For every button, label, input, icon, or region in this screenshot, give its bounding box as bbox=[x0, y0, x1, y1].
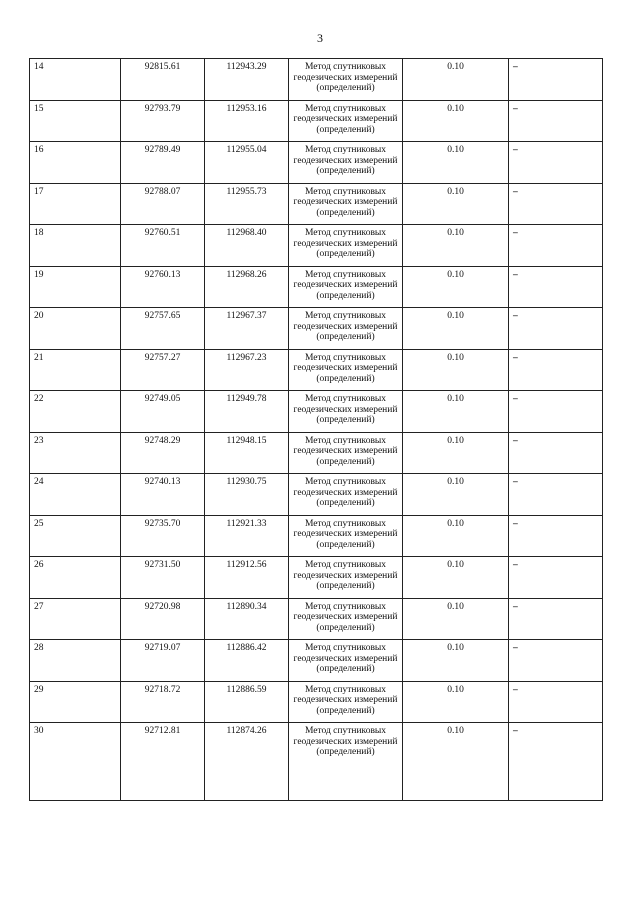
point-number-cell: 28 bbox=[30, 640, 121, 682]
table-row bbox=[30, 391, 603, 433]
y-coordinate-cell: 112955.04 bbox=[205, 142, 289, 184]
y-coordinate-cell: 112886.42 bbox=[205, 640, 289, 682]
method-cell: Метод спутниковых геодезических измерений (определений) bbox=[289, 557, 403, 599]
x-coordinate-cell: 92718.72 bbox=[121, 681, 205, 723]
x-coordinate-cell: 92788.07 bbox=[121, 183, 205, 225]
note-cell: – bbox=[509, 557, 603, 599]
x-coordinate-cell: 92712.81 bbox=[121, 723, 205, 801]
accuracy-cell: 0.10 bbox=[403, 100, 509, 142]
note-cell: – bbox=[509, 225, 603, 267]
y-coordinate-cell: 112886.59 bbox=[205, 681, 289, 723]
x-coordinate-cell: 92720.98 bbox=[121, 598, 205, 640]
x-coordinate-cell: 92760.13 bbox=[121, 266, 205, 308]
note-cell: – bbox=[509, 59, 603, 101]
note-cell: – bbox=[509, 515, 603, 557]
note-cell: – bbox=[509, 100, 603, 142]
point-number-cell: 21 bbox=[30, 349, 121, 391]
accuracy-cell: 0.10 bbox=[403, 432, 509, 474]
x-coordinate-cell: 92793.79 bbox=[121, 100, 205, 142]
y-coordinate-cell: 112953.16 bbox=[205, 100, 289, 142]
table-row bbox=[30, 349, 603, 391]
point-number-cell: 23 bbox=[30, 432, 121, 474]
method-cell: Метод спутниковых геодезических измерений (определений) bbox=[289, 59, 403, 101]
method-cell: Метод спутниковых геодезических измерений (определений) bbox=[289, 640, 403, 682]
method-cell: Метод спутниковых геодезических измерений (определений) bbox=[289, 515, 403, 557]
accuracy-cell: 0.10 bbox=[403, 557, 509, 599]
accuracy-cell: 0.10 bbox=[403, 391, 509, 433]
method-cell: Метод спутниковых геодезических измерений (определений) bbox=[289, 100, 403, 142]
page-number: 3 bbox=[317, 31, 323, 45]
point-number-cell: 16 bbox=[30, 142, 121, 184]
point-number-cell: 18 bbox=[30, 225, 121, 267]
accuracy-cell: 0.10 bbox=[403, 225, 509, 267]
x-coordinate-cell: 92731.50 bbox=[121, 557, 205, 599]
point-number-cell: 26 bbox=[30, 557, 121, 599]
note-cell: – bbox=[509, 640, 603, 682]
table-row bbox=[30, 142, 603, 184]
method-cell: Метод спутниковых геодезических измерений (определений) bbox=[289, 142, 403, 184]
y-coordinate-cell: 112890.34 bbox=[205, 598, 289, 640]
table-row bbox=[30, 598, 603, 640]
accuracy-cell: 0.10 bbox=[403, 183, 509, 225]
note-cell: – bbox=[509, 183, 603, 225]
accuracy-cell: 0.10 bbox=[403, 266, 509, 308]
note-cell: – bbox=[509, 723, 603, 801]
table-row bbox=[30, 266, 603, 308]
table-row bbox=[30, 59, 603, 101]
method-cell: Метод спутниковых геодезических измерений (определений) bbox=[289, 225, 403, 267]
x-coordinate-cell: 92719.07 bbox=[121, 640, 205, 682]
point-number-cell: 15 bbox=[30, 100, 121, 142]
point-number-cell: 14 bbox=[30, 59, 121, 101]
note-cell: – bbox=[509, 266, 603, 308]
accuracy-cell: 0.10 bbox=[403, 474, 509, 516]
method-cell: Метод спутниковых геодезических измерений (определений) bbox=[289, 432, 403, 474]
method-cell: Метод спутниковых геодезических измерений (определений) bbox=[289, 474, 403, 516]
table-row bbox=[30, 640, 603, 682]
y-coordinate-cell: 112912.56 bbox=[205, 557, 289, 599]
x-coordinate-cell: 92815.61 bbox=[121, 59, 205, 101]
y-coordinate-cell: 112874.26 bbox=[205, 723, 289, 801]
x-coordinate-cell: 92749.05 bbox=[121, 391, 205, 433]
y-coordinate-cell: 112943.29 bbox=[205, 59, 289, 101]
method-cell: Метод спутниковых геодезических измерений (определений) bbox=[289, 308, 403, 350]
table-row bbox=[30, 100, 603, 142]
accuracy-cell: 0.10 bbox=[403, 142, 509, 184]
note-cell: – bbox=[509, 598, 603, 640]
x-coordinate-cell: 92748.29 bbox=[121, 432, 205, 474]
x-coordinate-cell: 92757.65 bbox=[121, 308, 205, 350]
note-cell: – bbox=[509, 142, 603, 184]
accuracy-cell: 0.10 bbox=[403, 308, 509, 350]
accuracy-cell: 0.10 bbox=[403, 59, 509, 101]
method-cell: Метод спутниковых геодезических измерений (определений) bbox=[289, 266, 403, 308]
table-row bbox=[30, 432, 603, 474]
method-cell: Метод спутниковых геодезических измерений (определений) bbox=[289, 681, 403, 723]
x-coordinate-cell: 92789.49 bbox=[121, 142, 205, 184]
table-row bbox=[30, 681, 603, 723]
point-number-cell: 22 bbox=[30, 391, 121, 433]
coordinates-table-body bbox=[30, 59, 603, 801]
note-cell: – bbox=[509, 681, 603, 723]
y-coordinate-cell: 112967.23 bbox=[205, 349, 289, 391]
table-row bbox=[30, 308, 603, 350]
point-number-cell: 20 bbox=[30, 308, 121, 350]
x-coordinate-cell: 92735.70 bbox=[121, 515, 205, 557]
x-coordinate-cell: 92757.27 bbox=[121, 349, 205, 391]
accuracy-cell: 0.10 bbox=[403, 681, 509, 723]
accuracy-cell: 0.10 bbox=[403, 723, 509, 801]
accuracy-cell: 0.10 bbox=[403, 515, 509, 557]
note-cell: – bbox=[509, 391, 603, 433]
y-coordinate-cell: 112921.33 bbox=[205, 515, 289, 557]
coordinates-table bbox=[29, 58, 603, 801]
y-coordinate-cell: 112949.78 bbox=[205, 391, 289, 433]
point-number-cell: 30 bbox=[30, 723, 121, 801]
x-coordinate-cell: 92760.51 bbox=[121, 225, 205, 267]
table-row bbox=[30, 474, 603, 516]
table-row bbox=[30, 723, 603, 801]
point-number-cell: 19 bbox=[30, 266, 121, 308]
y-coordinate-cell: 112955.73 bbox=[205, 183, 289, 225]
note-cell: – bbox=[509, 474, 603, 516]
point-number-cell: 25 bbox=[30, 515, 121, 557]
accuracy-cell: 0.10 bbox=[403, 640, 509, 682]
method-cell: Метод спутниковых геодезических измерений (определений) bbox=[289, 349, 403, 391]
note-cell: – bbox=[509, 349, 603, 391]
note-cell: – bbox=[509, 308, 603, 350]
y-coordinate-cell: 112930.75 bbox=[205, 474, 289, 516]
point-number-cell: 29 bbox=[30, 681, 121, 723]
point-number-cell: 24 bbox=[30, 474, 121, 516]
point-number-cell: 17 bbox=[30, 183, 121, 225]
accuracy-cell: 0.10 bbox=[403, 349, 509, 391]
y-coordinate-cell: 112968.26 bbox=[205, 266, 289, 308]
method-cell: Метод спутниковых геодезических измерений (определений) bbox=[289, 598, 403, 640]
y-coordinate-cell: 112967.37 bbox=[205, 308, 289, 350]
table-row bbox=[30, 515, 603, 557]
table-row bbox=[30, 183, 603, 225]
method-cell: Метод спутниковых геодезических измерений (определений) bbox=[289, 183, 403, 225]
x-coordinate-cell: 92740.13 bbox=[121, 474, 205, 516]
note-cell: – bbox=[509, 432, 603, 474]
point-number-cell: 27 bbox=[30, 598, 121, 640]
method-cell: Метод спутниковых геодезических измерений (определений) bbox=[289, 723, 403, 801]
table-row bbox=[30, 225, 603, 267]
table-row bbox=[30, 557, 603, 599]
accuracy-cell: 0.10 bbox=[403, 598, 509, 640]
method-cell: Метод спутниковых геодезических измерений (определений) bbox=[289, 391, 403, 433]
y-coordinate-cell: 112948.15 bbox=[205, 432, 289, 474]
y-coordinate-cell: 112968.40 bbox=[205, 225, 289, 267]
